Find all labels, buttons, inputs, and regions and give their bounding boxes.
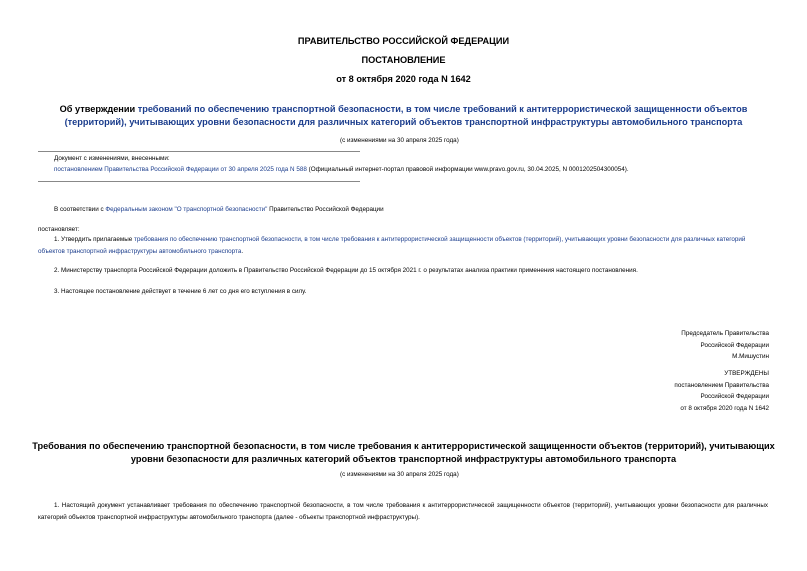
document-type: ПОСТАНОВЛЕНИЕ xyxy=(361,55,446,65)
signature-title: Председатель Правительства xyxy=(681,330,769,337)
preamble xyxy=(54,206,384,213)
revision-note: (с изменениями на 30 апреля 2025 года) xyxy=(340,137,459,144)
federal-law-link[interactable]: Федеральным законом "О транспортной безопасности" xyxy=(105,206,268,213)
item-1-prefix: 1. Утвердить прилагаемые xyxy=(54,236,134,243)
preamble-prefix: В соответствии с xyxy=(54,206,106,213)
approval-country: Российской Федерации xyxy=(700,393,769,400)
requirements-title: Требования по обеспечению транспортной безопасности, в том числе требования к антитеррористической защищенности объектов (территорий), учитывающих уровни безопасности для различных категорий объектов транспортной инфраструктуры автомобильного транспорта xyxy=(32,441,775,464)
title-requirements-link[interactable]: требований по обеспечению транспортной безопасности, в том числе требований к антитеррористической защищенности объектов (территорий), учитывающих уровни безопасности для различных категорий объектов транспортной инфраструктуры автомобильного транспорта xyxy=(64,104,748,127)
changes-label: Документ с изменениями, внесенными: xyxy=(54,155,170,162)
approval-date-number: от 8 октября 2020 года N 1642 xyxy=(680,404,769,412)
requirements-paragraph-1: 1. Настоящий документ устанавливает требования по обеспечению транспортной безопасности, в том числе требования к антитеррористической защищенности объектов (территорий), учитывающих уровни безопасности для различных категорий объектов транспортной инфраструктуры автомобильного транспорта (далее - объекты транспортной инфраструктуры). xyxy=(38,502,768,521)
approval-by: постановлением Правительства xyxy=(674,381,769,389)
approval-block xyxy=(529,368,769,414)
signature-country: Российской Федерации xyxy=(700,341,769,349)
document-title xyxy=(30,103,777,129)
item-1-suffix: . xyxy=(241,248,244,255)
changes-top-divider xyxy=(38,151,360,152)
government-heading: ПРАВИТЕЛЬСТВО РОССИЙСКОЙ ФЕДЕРАЦИИ xyxy=(297,36,510,46)
decrees-word: постановляет: xyxy=(38,226,80,233)
amendment-decree-link[interactable]: постановлением Правительства Российской Федерации от 30 апреля 2025 года N 588 xyxy=(54,166,307,173)
changes-source xyxy=(54,166,629,173)
preamble-suffix: Правительство Российской Федерации xyxy=(267,206,384,213)
item-1-requirements-link[interactable]: требования по обеспечению транспортной безопасности, в том числе требования к антитеррористической защищенности объектов (территорий), учитывающих уровни безопасности для различных категорий объектов транспортной инфраструктуры автомобильного транспорта xyxy=(38,236,746,255)
approval-status: УТВЕРЖДЕНЫ xyxy=(724,370,769,377)
signature-block xyxy=(529,328,769,363)
item-1 xyxy=(38,234,768,258)
title-prefix: Об утверждении xyxy=(59,104,138,114)
item-3: 3. Настоящее постановление действует в течение 6 лет со дня его вступления в силу. xyxy=(54,288,307,295)
item-2: 2. Министерству транспорта Российской Федерации доложить в Правительство Российской Федерации до 15 октября 2021 г. о результатах анализа практики применения настоящего постановления. xyxy=(54,267,638,274)
changes-bottom-divider xyxy=(38,181,360,182)
document-date-number: от 8 октября 2020 года N 1642 xyxy=(336,74,471,84)
changes-source-tail: (Официальный интернет-портал правовой информации www.pravo.gov.ru, 30.04.2025, N 0001202504300054). xyxy=(306,166,629,173)
signature-name: М.Мишустин xyxy=(732,353,769,360)
requirements-revision-note: (с изменениями на 30 апреля 2025 года) xyxy=(340,471,459,478)
